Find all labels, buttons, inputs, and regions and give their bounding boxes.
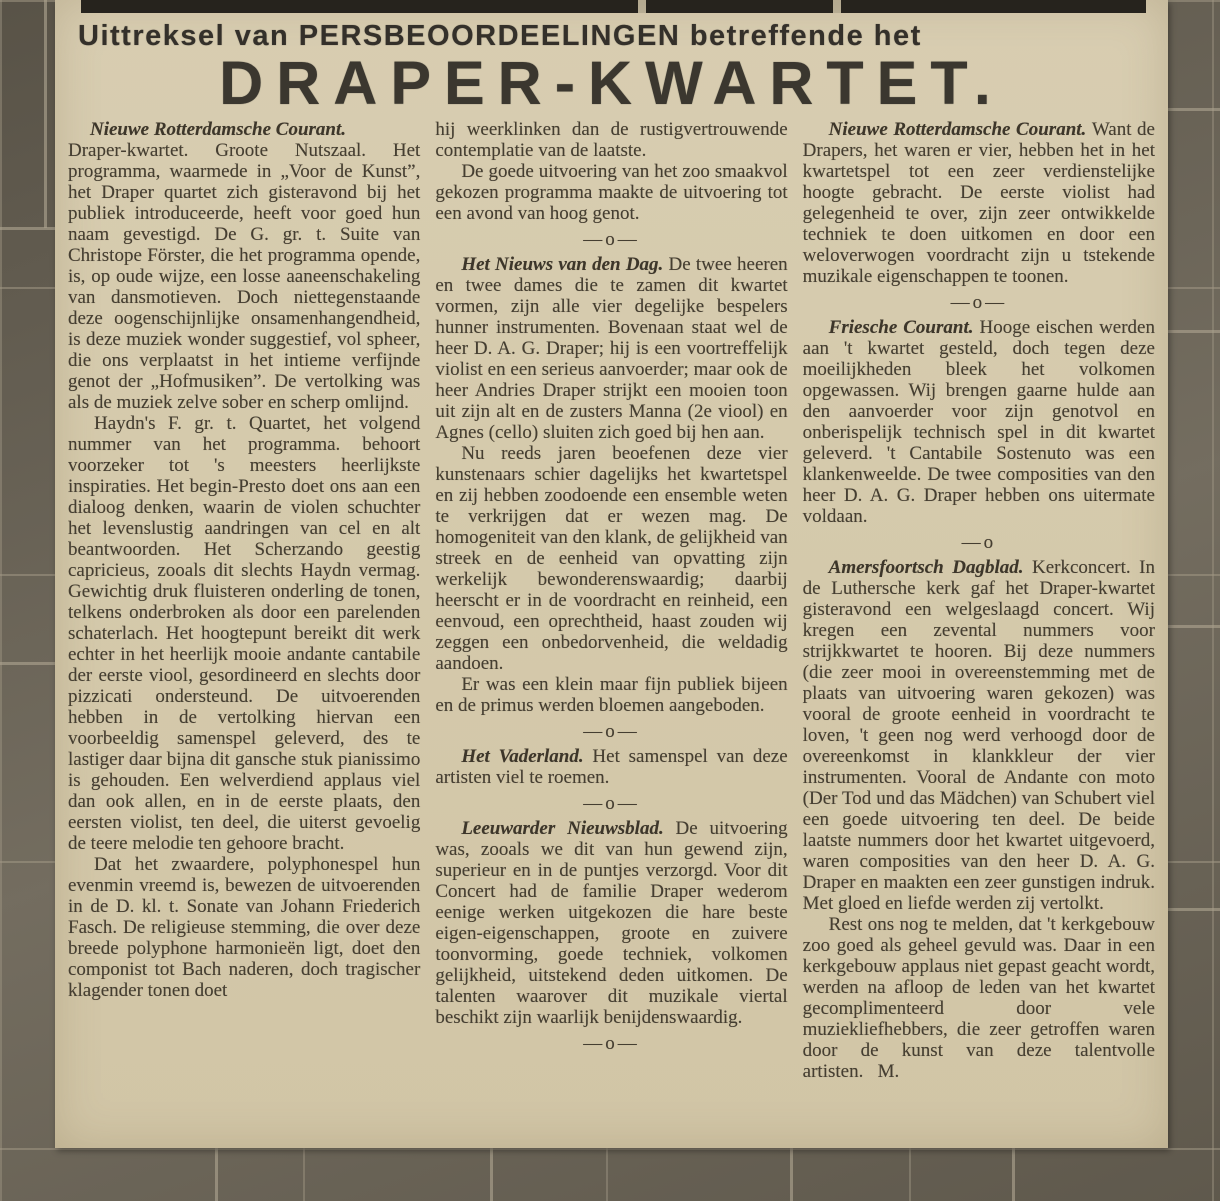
- article-paragraph: Er was een klein maar fijn publiek bijeen en de primus werden bloemen aangeboden.: [435, 674, 788, 716]
- article-paragraph: Dat het zwaardere, polyphonespel hun evenmin vreemd is, bewezen de uitvoerenden in de D. kl. t. Sonate van Johann Friederich Fasch. De religieuse stemming, die over deze breede polyphone harmonieën ligt, doet den componist tot Bach naderen, doch tragischer klagender tonen doet: [68, 854, 421, 1001]
- article-paragraph: Rest ons nog te melden, dat 't kerkgebouw zoo goed als geheel gevuld was. Daar in een kerkgebouw applaus niet gepast geacht wordt, werden na afloop de leden van het kwartet gecomplimenteerd door vele muziekliefhebbers, die zeer getroffen waren door de kunst van deze talentvolle artisten. M.: [802, 914, 1155, 1082]
- article-column: [803, 119, 1155, 1142]
- article-title: DRAPER-KWARTET.: [219, 49, 1004, 117]
- mortar-joint: [44, 0, 47, 228]
- publication-name: Het Nieuws van den Dag.: [461, 254, 669, 275]
- mortar-joint: [490, 1148, 493, 1201]
- article-paragraph: Friesche Courant. Hooge eischen werden aan 't kwartet gesteld, doch tegen deze moeilijkheden bleek het volkomen opgewassen. Wij brengen gaarne hulde aan den aanvoerder voor zijn genotvol en onberispelijk technisch spel in dit kwartet geleverd. 't Cantabile Sostenuto was een klankenweelde. De twee composities van den heer D. A. G. Draper hebben ons uitermate voldaan.: [802, 317, 1155, 527]
- publication-name: Leeuwarder Nieuwsblad.: [461, 818, 676, 839]
- article-paragraph: Haydn's F. gr. t. Quartet, het volgend nummer van het programma. behoort voorzeker tot 's meesters heerlijkste inspiraties. Het begin-Presto doet ons aan een dialoog denken, waarin de violen schuchter het levenslustig aandringen van cel en alt beantwoorden. Het Scherzando geestig capricieus, zooals dit slechts Haydn vermag. Gewichtig druk fluisteren onderling de tonen, telkens onderbroken als door een parelenden schaterlach. Het hoogtepunt bereikt dit werk echter in het heerlijk mooie andante cantabile der eerste viool, gesordineerd en slechts door pizzicati ondersteund. De uitvoerenden hebben in de vertolking hiervan een voorbeeldig samenspel geleverd, des te lastiger daar bijna dit gansche stuk pianissimo is gehouden. Een welverdiend applaus viel dan ook allen, en in de eerste plaats, den eersten violist, ten deel, die uiterst gevoelig de teere melodie ten gehoore bracht.: [68, 413, 421, 854]
- mortar-joint: [790, 1148, 793, 1201]
- publication-name: Friesche Courant.: [828, 317, 980, 338]
- article-paragraph: Nu reeds jaren beoefenen deze vier kunstenaars schier dagelijks het kwartetspel en zij hebben zoodoende een ensemble weten te verkrijgen dat er wezen mag. De homogeniteit van den klank, de gelijkheid van streek en de eenheid van opvatting zijn werkelijk bewonderenswaardig; daarbij heerscht er in de voordracht en reinheid, een eenvoud, een oprechtheid, haast zouden wij zeggen een onbedorvenheid, die weldadig aandoen.: [435, 443, 788, 674]
- article-paragraph: hij weerklinken dan de rustigvertrouwende contemplatie van de laatste.: [435, 119, 788, 161]
- mortar-joint: [215, 1148, 218, 1201]
- mortar-joint: [1168, 108, 1220, 111]
- printing-rule-bar: [81, 0, 1146, 13]
- publication-name: Amersfoortsch Dagblad.: [828, 557, 1032, 578]
- publication-name: Nieuwe Rotterdamsche Courant.: [90, 119, 346, 140]
- section-separator-ornament: —o—: [950, 292, 1008, 313]
- mortar-joint: [1168, 625, 1220, 628]
- article-paragraph: Nieuwe Rotterdamsche Courant. Want de Drapers, het waren er vier, hebben het in het kwartetspel tot een zeer verdienstelijke hoogte gebracht. De eerste violist had gelegenheid te over, zijn zeer ontwikkelde techniek te doen uitkomen en door een weloverwogen voordracht zijn u tstekende muzikale eigenschappen te toonen.: [802, 119, 1155, 287]
- article-paragraph: Amersfoortsch Dagblad. Kerkconcert. In de Luthersche kerk gaf het Draper-kwartet gisteravond een welgeslaagd concert. Wij kregen een zevental nummers voor strijkkwartet te hooren. Bij deze nummers (die zeer mooi in overeenstemming met de plaats van uitvoering waren gekozen) was vooral de groote eenheid in voordracht te loven, 't geen nog werd verhoogd door de overeenkomst in klankkleur der vier instrumenten. Vooral de Andante con moto (Der Tod und das Mädchen) van Schubert viel een goede uitvoering ten deel. De beide laatste nummers door het kwartet uitgevoerd, waren composities van den heer D. A. G. Draper en maakten een zeer gunstigen indruk. Met gloed en liefde werden zij vertolkt.: [802, 557, 1155, 914]
- section-separator-ornament: —o—: [583, 793, 640, 814]
- article-paragraph: De goede uitvoering van het zoo smaakvol gekozen programma maakte de uitvoering tot een avond van hoog genot.: [435, 161, 788, 224]
- article-columns: [68, 119, 1155, 1142]
- article-column: [435, 119, 787, 1142]
- section-separator-ornament: —o: [961, 532, 997, 553]
- mortar-joint: [0, 227, 55, 230]
- article-kicker: Uittreksel van PERSBEOORDEELINGEN betreffende het: [78, 20, 922, 52]
- mortar-joint: [1168, 908, 1220, 911]
- article-paragraph: Het Nieuws van den Dag. De twee heeren en twee dames die te zamen dit kwartet vormen, zijn alle vier degelijke bespelers hunner instrumenten. Bovenaan staat wel de heer D. A. G. Draper; hij is een voortreffelijk violist en een serieus aanvoerder; maar ook de heer Andries Draper strijkt een mooien toon uit zijn alt en de zusters Manna (2e viool) en Agnes (cello) sluiten zich goed bij hen aan.: [435, 254, 788, 443]
- mortar-joint: [1012, 1148, 1015, 1201]
- section-separator-ornament: —o—: [583, 229, 640, 250]
- mortar-joint: [0, 662, 55, 665]
- mortar-joint: [1168, 330, 1220, 333]
- section-separator-ornament: —o—: [583, 1033, 640, 1054]
- publication-name: Het Vaderland.: [461, 746, 593, 767]
- newspaper-clipping: [55, 0, 1168, 1148]
- article-paragraph: Het Vaderland. Het samenspel van deze artisten viel te roemen.: [435, 746, 788, 788]
- article-column: [68, 119, 420, 1142]
- article-paragraph: Draper-kwartet. Groote Nutszaal. Het programma, waarmede in „Voor de Kunst”, het Draper quartet zich gisteravond bij het publiek introduceerde, heeft voor goed hun naam gevestigd. De G. gr. t. Suite van Christope Förster, die het programma opende, is, op oude wijze, een losse aaneenschakeling van dansmotieven. Doch niettegenstaande deze oogenschijnlijke onsamenhangendheid, is deze muziek wonder suggestief, vol spheer, die ons verplaatst in het intieme verfijnde genot der „Hofmusiken”. De vertolking was als de muziek zelve sober en scherp omlijnd.: [68, 140, 421, 413]
- publication-name: Nieuwe Rotterdamsche Courant.: [828, 119, 1092, 140]
- section-separator-ornament: —o—: [583, 721, 640, 742]
- article-paragraph: Leeuwarder Nieuwsblad. De uitvoering was, zooals we dit van hun gewend zijn, superieur en in de puntjes verzorgd. Voor dit Concert had de familie Draper wederom eenige werken uitgekozen die hare beste eigen-eigenschappen, groote en zuivere toonvorming, goede techniek, volkomen gelijkheid, uitstekend deden uitkomen. De talenten waarover dit muzikale viertal beschikt zijn waarlijk benijdenswaardig.: [435, 818, 788, 1028]
